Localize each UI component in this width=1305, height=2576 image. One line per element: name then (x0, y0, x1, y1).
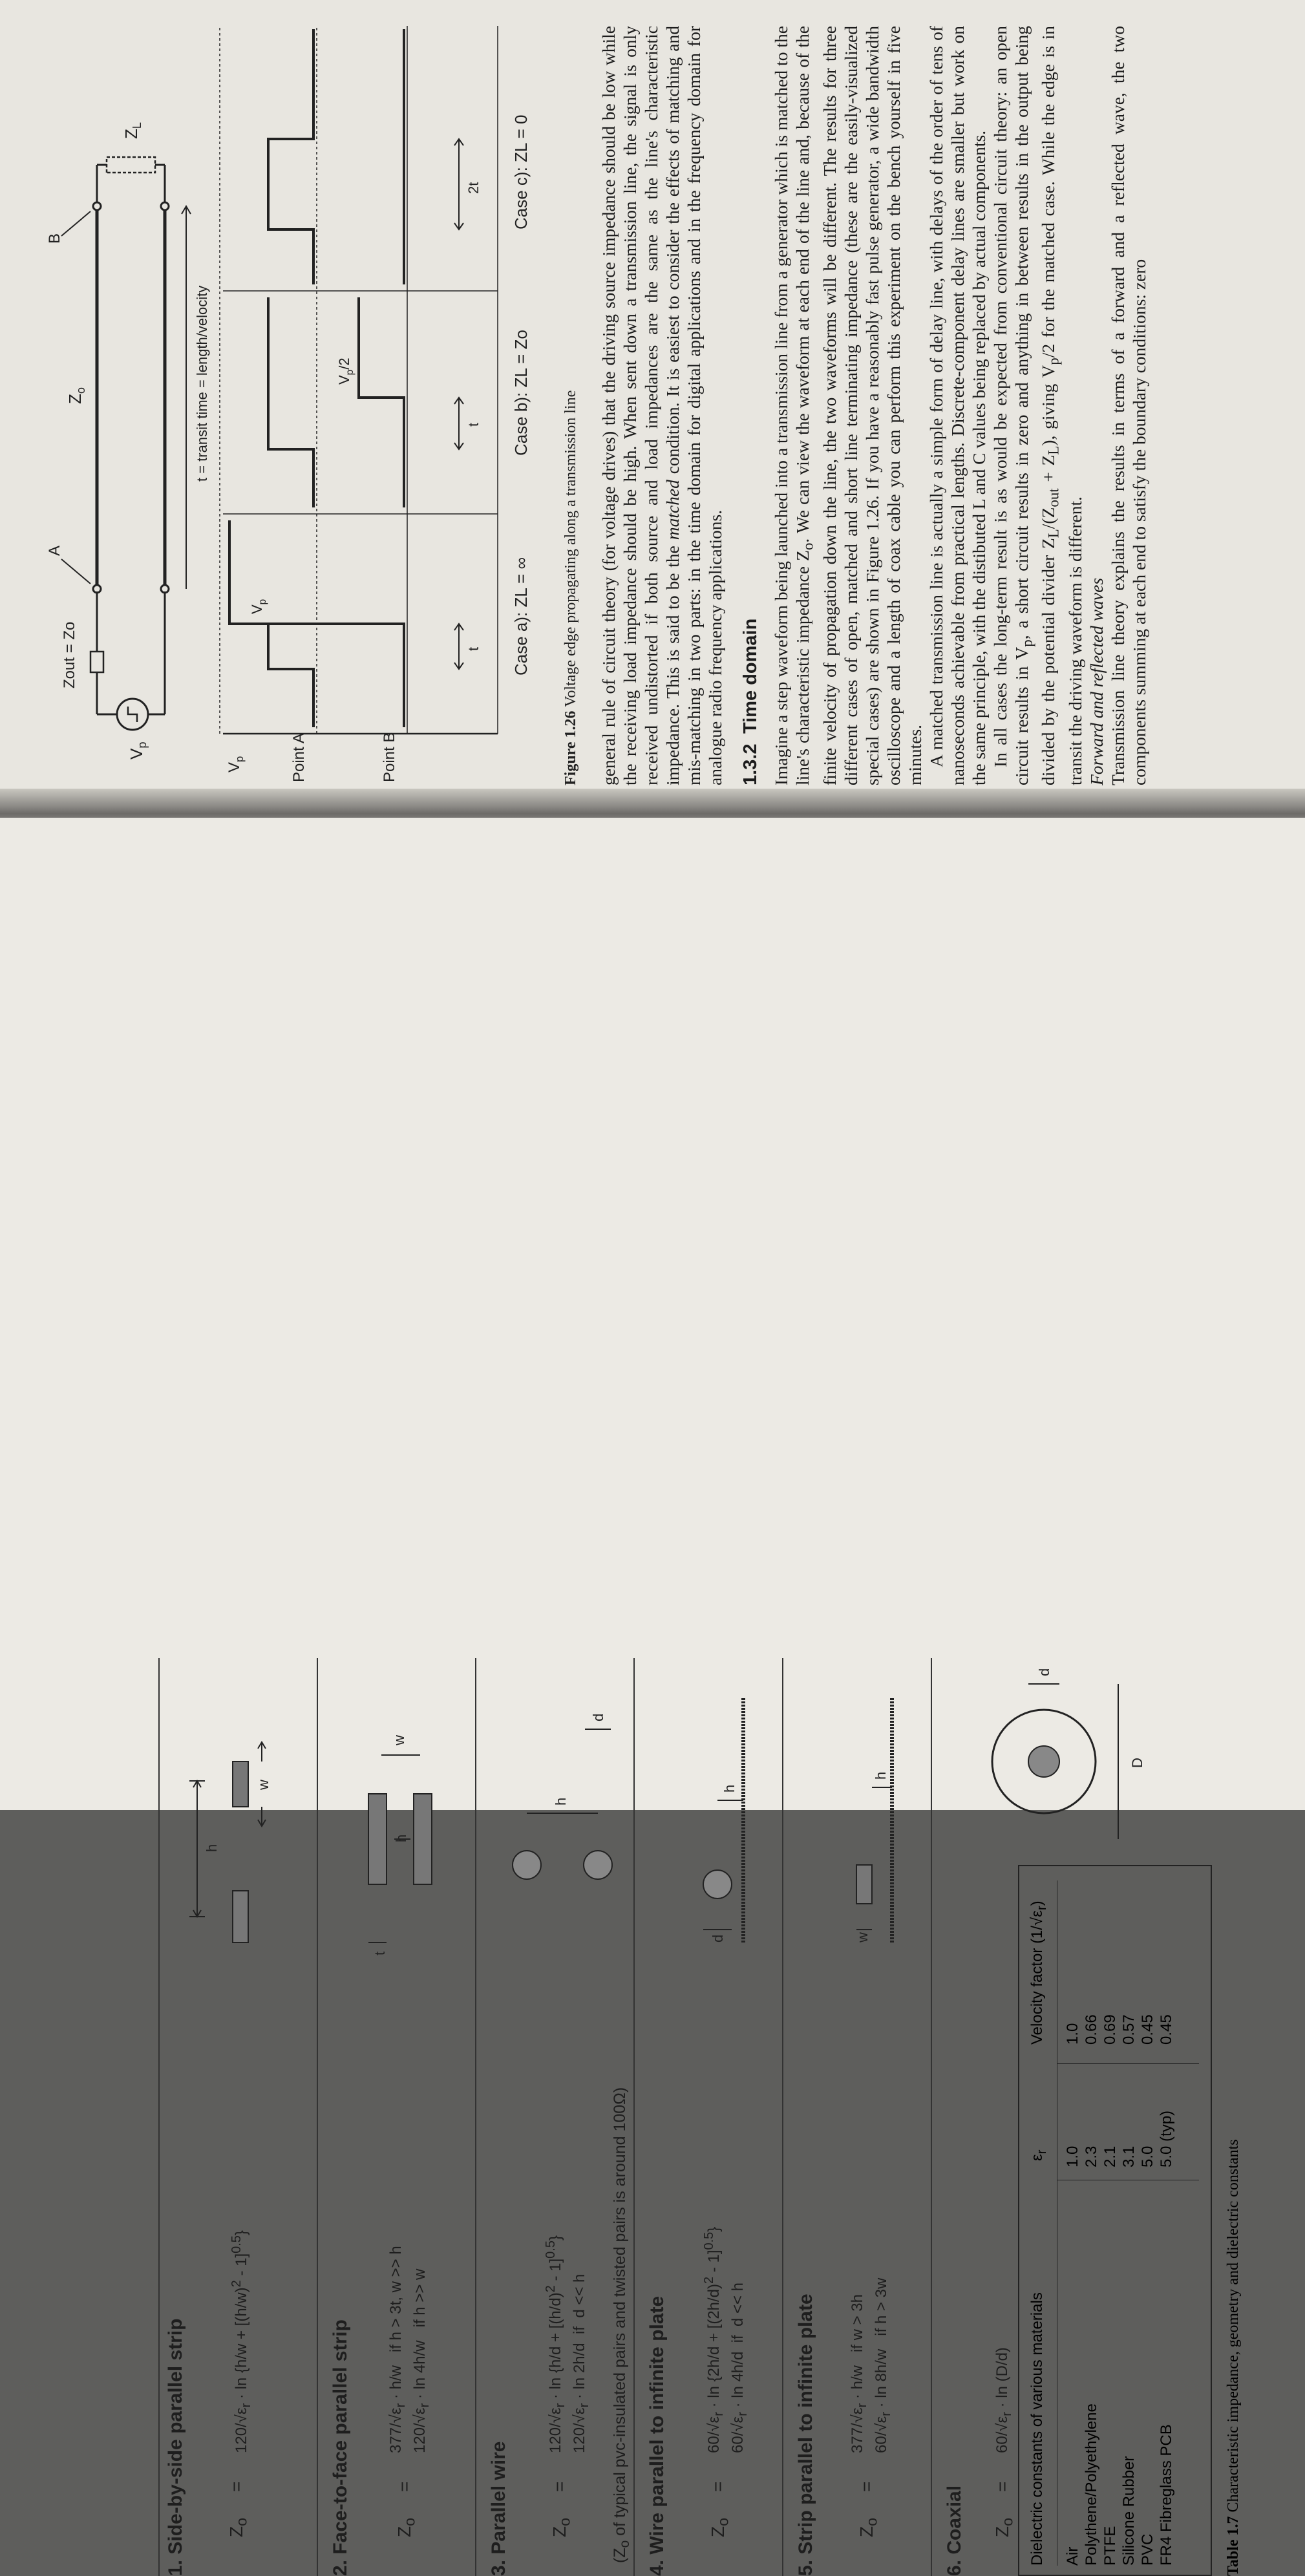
formula-6: $60/√\varepsilon_r \cdot \ln (D/d)$ (993, 2347, 1014, 2453)
rule-3 (475, 1658, 476, 2576)
table-col-rule-2 (1057, 2063, 1199, 2064)
equals-6: = (992, 2481, 1012, 2492)
section-title-3: 3. Parallel wire (488, 2441, 509, 2576)
equals-2: = (394, 2481, 414, 2492)
vp-inner-label: $V_p$ (249, 599, 268, 614)
zo-label-4: $Z_o$ (708, 2517, 732, 2537)
subheading-forward-reflected: Forward and reflected waves (1086, 577, 1107, 785)
zo-label-3: $Z_o$ (549, 2517, 573, 2537)
table-materials-col: Air Polythene/Polyethylene PTFE Silicone Rubber PVC FR4 Fibreglass PCB (1064, 2403, 1175, 2566)
equals-5: = (856, 2481, 876, 2492)
dim-h-3: h (553, 1797, 569, 1805)
formula-4: $60/√\varepsilon_r \cdot \ln \{2h/d + [(2h/d)^2 - 1]^{0.5}\}$ $60/√\varepsilon_r \cdot \ln 4h/d$ if d << h (702, 2226, 750, 2453)
rule-2 (317, 1658, 318, 2576)
left-page-content (158, 1658, 1296, 2576)
paragraph-3: A matched transmission line is actually a simple form of delay line, with delays of the order of tens of nanoseconds achievable from practical lengths. Discrete-component delay lines are smaller but work on the same principle, with the distibuted L and C values being replaced by actual components. (926, 26, 989, 785)
diagram-coaxial (973, 1665, 1180, 1858)
diagram-parallel-wire (488, 1697, 637, 1955)
section-title-4: 4. Wire parallel to infinite plate (646, 2295, 668, 2576)
top-rule (158, 1658, 160, 2576)
equals-1: = (226, 2481, 246, 2492)
table-header-velocity: Velocity factor $(1/√\varepsilon_r)$ (1028, 1900, 1049, 2045)
case-b-label: Case b): ZL = Zo (511, 330, 531, 456)
figure-caption-text: Voltage edge propagating along a transmission line (562, 390, 579, 707)
page-left (0, 818, 1305, 2576)
dim-w-5: w (854, 1932, 871, 1943)
row-vp-label: $V_p$ (226, 756, 246, 772)
figure-transmission-line (45, 26, 562, 785)
table-vf-col: 1.0 0.66 0.69 0.57 0.45 0.45 (1064, 2014, 1175, 2045)
case-c-label: Case c): ZL = 0 (511, 114, 531, 229)
t-label-b: t (465, 422, 482, 427)
section-title-1: 1. Side-by-side parallel strip (165, 2318, 186, 2576)
formula-1: $120/√\varepsilon_r \cdot \ln \{h/w + [(h/w)^2 - 1]^{0.5}\}$ (229, 2230, 253, 2453)
vp-half-label: $V_p/2$ (336, 357, 355, 385)
section-number: 1.3.2 (740, 743, 761, 785)
zo-label-5: $Z_o$ (856, 2517, 880, 2537)
paragraph-5: Transmission line theory explains the results in terms of a forward and a reflected wave, the two components summing at each end to satisfy the boundary conditions: zero (1107, 26, 1149, 785)
section-coaxial (944, 1658, 1016, 2576)
row-point-b: Point B (381, 732, 398, 782)
dim-w-1: w (255, 1780, 271, 1790)
figure-caption (562, 390, 580, 785)
table-caption (1225, 2139, 1242, 2576)
formula-5: $377/√\varepsilon_r \cdot h/w$ if w > 3h $60/√\varepsilon_r \cdot \ln 8h/w$ if h > 3w (849, 2277, 893, 2453)
diagram-face-to-face (330, 1710, 472, 1968)
dim-h-4: h (721, 1784, 737, 1793)
equals-3: = (549, 2481, 569, 2492)
section-face-to-face (330, 1658, 432, 2576)
page-right (0, 0, 1305, 805)
dim-h-1: h (204, 1844, 220, 1852)
diagram-wire-plate (646, 1684, 782, 1955)
section-heading (740, 26, 761, 785)
paragraph-2: Imagine a step waveform being launched into a transmission line from a generator which is matched to the line's characteristic impedance $Z_o$. We can view the waveform at each end of the line and, because of the finite velocity of propagation down the line, the two waveforms will be different. The results for three different cases of open, matched and short line terminating impedance (these are the easily-visualized special cases) are shown in Figure 1.26. If you have a reasonably fast pulse generator, a wide bandwidth oscilloscope and a length of coax cable you can perform this experiment on the bench yourself in five minutes. (771, 26, 925, 785)
section-side-by-side (165, 1658, 271, 2576)
t-label-a: t (465, 646, 482, 651)
dim-h-5: h (873, 1771, 889, 1780)
zl-label: $Z_L$ (122, 122, 143, 139)
dim-d-6: d (1036, 1668, 1052, 1676)
case-a-label: Case a): ZL = ∞ (511, 557, 531, 676)
diagram-side-by-side (178, 1736, 301, 1981)
dim-h-2: h (393, 1834, 409, 1842)
rule-6 (931, 1658, 932, 2576)
zo-label-2: $Z_o$ (394, 2517, 418, 2537)
table-caption-text: Characteristic impedance, geometry and dielectric constants (1225, 2139, 1242, 2513)
generator-vp-label: $V_p$ (127, 741, 149, 760)
section-title-6: 6. Coaxial (944, 2485, 965, 2576)
zout-label: Zout = Zo (61, 621, 78, 688)
row-point-a: Point A (290, 732, 308, 782)
section-strip-plate (795, 1658, 893, 2576)
table-header-er: $\varepsilon_r$ (1028, 2149, 1049, 2161)
section-wire-plate (646, 1658, 750, 2576)
figure-caption-num: Figure 1.26 (562, 710, 579, 785)
rule-5 (782, 1658, 783, 2576)
section-title-2: 2. Face-to-face parallel strip (330, 2319, 351, 2576)
dim-d-3: d (590, 1713, 606, 1721)
zo-label-6: $Z_o$ (992, 2517, 1016, 2537)
table-caption-num: Table 1.7 (1225, 2516, 1242, 2576)
equals-4: = (708, 2481, 728, 2492)
table-er-col: 1.0 2.3 2.1 3.1 5.0 5.0 (typ) (1064, 2110, 1175, 2167)
paragraph-4: In all cases the long-term result is as would be expected from conventional circuit theory: an open circuit results in $V_p$, a short circuit results in zero and anything in between results in the output being divided by the potential divider $Z_L/(Z_{out} + Z_L)$, giving $V_p/2$ for the matched case. While the edge is in transit the driving waveform is different. (990, 26, 1085, 785)
dielectric-table (1018, 1865, 1212, 2576)
rule-4 (633, 1658, 635, 2576)
line-zo-label: $Z_o$ (65, 387, 87, 404)
note-twisted-pairs: ($Z_o$ of typical pvc-insulated pairs and twisted pairs is around 100Ω) (611, 2087, 632, 2563)
zo-label-1: $Z_o$ (226, 2517, 250, 2537)
point-a-marker: A (46, 545, 63, 556)
section-title: Time domain (740, 618, 761, 734)
diagram-strip-plate (795, 1684, 924, 1955)
body-text (598, 26, 1150, 785)
paragraph-1: general rule of circuit theory (for voltage drives) that the driving source impedance should be low while the receiving load impedance should be high. When sent down a transmission line, the signal is only received undistorted if both source and load impedances are the same as the line's characteristic impedance. This is said to be the matched condition. It is easiest to consider the effects of matching and mis-matching in two parts: in the time domain for digital applications and in the frequency domain for analogue radio frequency applications. (599, 26, 725, 785)
transit-label: t = transit time = length/velocity (194, 285, 210, 482)
dim-w-2: w (391, 1735, 407, 1745)
table-header-materials: Dielectric constants of various materials (1028, 2292, 1046, 2566)
formula-3: $120/√\varepsilon_r \cdot \ln \{h/d + [(h/d)^2 - 1]^{0.5}\}$ $120/√\varepsilon_r \cdot \ln 2h/d$ if d << h (544, 2235, 591, 2453)
section-title-5: 5. Strip parallel to infinite plate (795, 2294, 816, 2576)
formula-2: $377/√\varepsilon_r \cdot h/w$ if h > 3t, w >> h $120/√\varepsilon_r \cdot \ln 4h/w$ if h >> w (387, 2246, 432, 2453)
section-parallel-wire (488, 1658, 632, 2576)
dim-t-2: t (372, 1951, 388, 1955)
right-page-content (45, 26, 1260, 785)
point-b-marker: B (46, 233, 63, 244)
dim-D-6: D (1129, 1758, 1145, 1768)
dim-d-4: d (710, 1934, 726, 1943)
two-t-label: 2t (465, 182, 482, 194)
